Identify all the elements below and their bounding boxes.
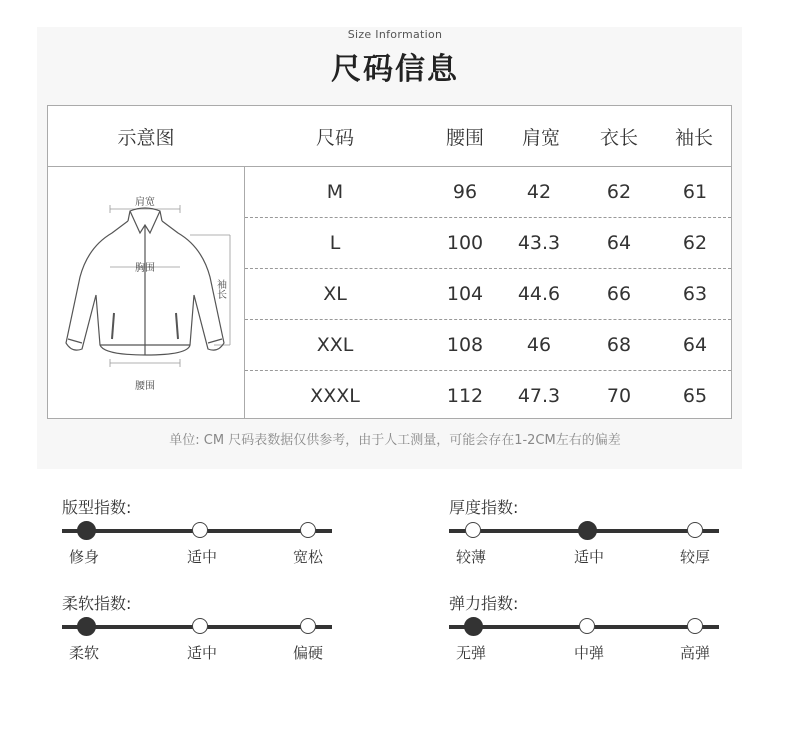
cell-length: 62 [606,181,632,203]
index-marker [300,618,316,634]
index-option: 修身 [68,548,99,566]
index-marker [578,521,597,540]
cell-waist: 108 [446,334,484,356]
index-option: 适中 [186,644,217,662]
cell-sleeve: 61 [682,181,708,203]
cell-sleeve: 62 [682,232,708,254]
cell-sleeve: 64 [682,334,708,356]
cell-length: 68 [606,334,632,356]
cell-waist: 96 [452,181,478,203]
index-option: 宽松 [292,548,323,566]
section-title: 尺码信息 [331,52,459,87]
index-marker [579,618,595,634]
index-marker [77,521,96,540]
cell-length: 66 [606,283,632,305]
index-label: 弹力指数: [449,594,519,613]
index-marker [77,617,96,636]
cell-shoulder: 46 [526,334,552,356]
index-marker [192,522,208,538]
jacket-diagram [48,167,244,418]
index-label: 版型指数: [62,498,132,517]
index-option: 偏硬 [292,644,323,662]
header-diagram: 示意图 [117,127,175,149]
measurement-note: 单位: CM 尺码表数据仅供参考，由于人工测量，可能会存在1-2CM左右的偏差 [169,433,621,448]
table-row [245,218,731,269]
index-marker [687,618,703,634]
index-softness [62,591,334,671]
table-row [245,320,731,371]
index-marker [464,617,483,636]
index-label: 柔软指数: [62,594,132,613]
index-option: 无弹 [455,644,486,662]
header-sleeve: 袖长 [674,127,713,149]
cell-size: M [326,181,344,203]
diagram-label-waist: 腰围 [135,381,155,392]
cell-waist: 112 [446,385,484,407]
index-option: 较薄 [455,548,486,566]
cell-sleeve: 63 [682,283,708,305]
cell-waist: 100 [446,232,484,254]
header-shoulder: 肩宽 [521,127,560,149]
index-marker [687,522,703,538]
index-fit [62,495,334,575]
index-option: 高弹 [679,644,710,662]
cell-shoulder: 42 [526,181,552,203]
index-option: 适中 [186,548,217,566]
cell-sleeve: 65 [682,385,708,407]
diagram-label-shoulder: 肩宽 [135,197,155,208]
index-label: 厚度指数: [449,498,519,517]
index-option: 适中 [573,548,604,566]
cell-length: 64 [606,232,632,254]
cell-size: L [329,232,341,254]
index-marker [192,618,208,634]
table-row [245,371,731,421]
cell-shoulder: 47.3 [517,385,561,407]
table-header [48,106,731,167]
index-marker [465,522,481,538]
index-option: 柔软 [68,644,99,662]
header-length: 衣长 [599,127,638,149]
diagram-label-chest: 胸围 [135,263,155,274]
index-marker [300,522,316,538]
section-subtitle: Size Information [347,28,443,41]
cell-shoulder: 43.3 [517,232,561,254]
cell-size: XL [323,283,347,305]
cell-length: 70 [606,385,632,407]
cell-size: XXL [316,334,354,356]
index-elasticity [449,591,721,671]
table-row [245,269,731,320]
cell-size: XXXL [310,385,360,407]
header-waist: 腰围 [445,127,484,149]
index-option: 较厚 [679,548,710,566]
jacket-diagram-cell [48,167,245,418]
diagram-label-sleeve: 袖长 [214,279,226,299]
index-thickness [449,495,721,575]
table-row [245,167,731,218]
index-option: 中弹 [573,644,604,662]
cell-shoulder: 44.6 [517,283,561,305]
cell-waist: 104 [446,283,484,305]
header-size: 尺码 [315,127,354,149]
size-table [47,105,732,419]
